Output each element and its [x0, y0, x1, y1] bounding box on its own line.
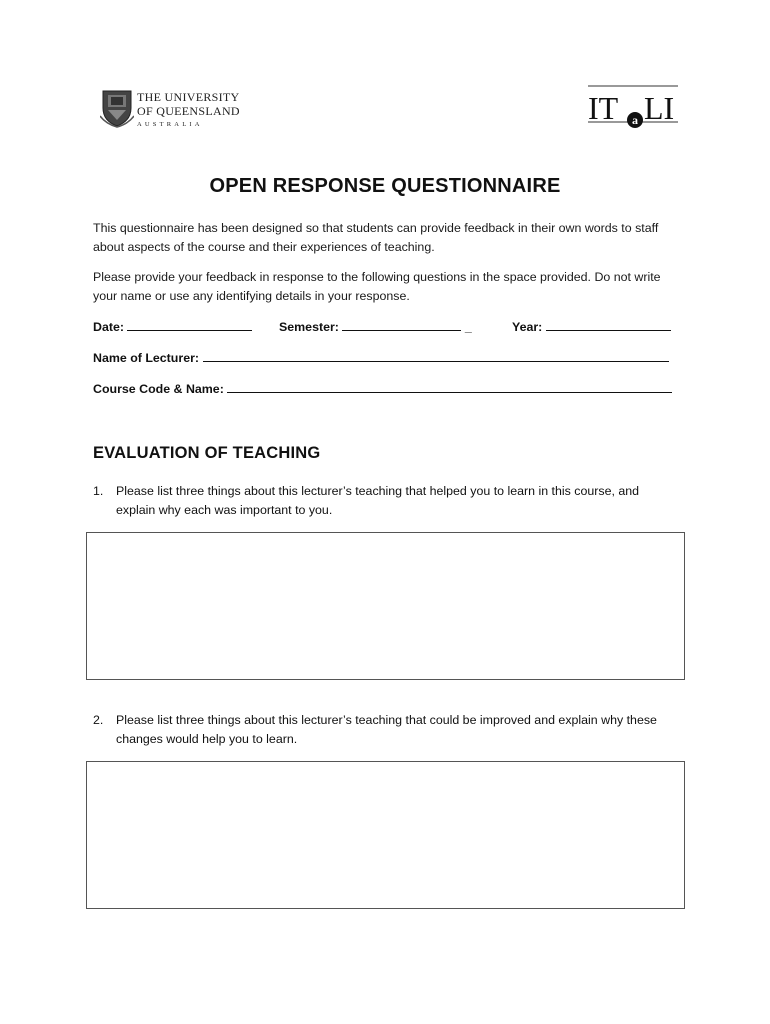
question-1-answer-box[interactable]: [86, 532, 685, 680]
university-line3: AUSTRALIA: [137, 121, 203, 128]
semester-suffix: _: [464, 320, 472, 334]
year-label: Year:: [512, 320, 543, 334]
itali-logo-right: LI: [644, 90, 675, 126]
year-input-line[interactable]: [546, 320, 671, 331]
course-field: [93, 381, 672, 397]
itali-logo-badge: a: [632, 113, 638, 127]
itali-logo: [586, 84, 680, 130]
university-line1: THE UNIVERSITY: [137, 90, 240, 104]
question-1-text: Please list three things about this lecturer’s teaching that helped you to learn in this course, and explain why each was important to you.: [116, 484, 640, 517]
semester-input-line[interactable]: [342, 320, 461, 331]
date-input-line[interactable]: [127, 320, 252, 331]
date-field: [93, 319, 252, 335]
page-title: OPEN RESPONSE QUESTIONNAIRE: [209, 175, 561, 197]
question-1-number: 1.: [93, 484, 104, 498]
university-crest-icon: [100, 88, 134, 128]
intro-paragraph-2: Please provide your feedback in response to the following questions in the space provided. Do not write your name or use any identifying details in your response.: [93, 270, 661, 303]
university-wordmark: [137, 90, 240, 131]
section-heading: EVALUATION OF TEACHING: [93, 444, 321, 462]
course-input-line[interactable]: [227, 382, 672, 393]
date-label: Date:: [93, 320, 124, 334]
semester-label: Semester:: [279, 320, 339, 334]
lecturer-input-line[interactable]: [203, 351, 669, 362]
course-label: Course Code & Name:: [93, 382, 224, 396]
lecturer-field: [93, 350, 669, 366]
question-2-text: Please list three things about this lecturer’s teaching that could be improved and explain why these changes would help you to learn.: [116, 713, 657, 746]
question-2-number: 2.: [93, 713, 104, 727]
question-2-answer-box[interactable]: [86, 761, 685, 909]
university-line2: OF QUEENSLAND: [137, 104, 240, 118]
itali-logo-left: IT: [588, 90, 619, 126]
semester-field: [279, 319, 472, 335]
intro-paragraph-1: This questionnaire has been designed so that students can provide feedback in their own words to staff about aspects of the course and their experiences of teaching.: [93, 221, 659, 254]
lecturer-label: Name of Lecturer:: [93, 351, 200, 365]
year-field: [512, 319, 671, 335]
